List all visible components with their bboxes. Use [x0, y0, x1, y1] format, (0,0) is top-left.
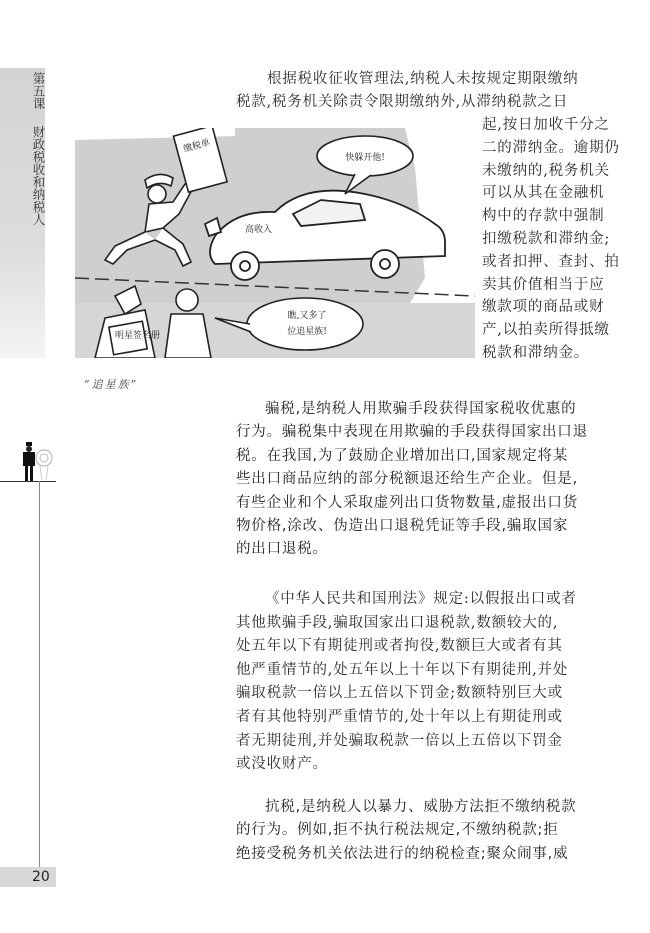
paragraph-line: 税款,税务机关除责令限期缴纳外,从滞纳税款之日 — [236, 93, 569, 110]
paragraph-tax-resistance — [236, 796, 608, 866]
paragraph-late-payment-wrap — [482, 114, 620, 365]
paragraph-line: 起,按日加收千分之 — [482, 117, 610, 133]
paragraph-line: 骗取税款一倍以上五倍以下罚金;数额特别巨大或 — [236, 685, 563, 702]
divider-vertical — [39, 481, 40, 868]
paragraph-line: 根据税收征收管理法,纳税人未按规定期限缴纳 — [267, 71, 579, 87]
paragraph-line: 抗税,是纳税人以暴力、威胁方法拒不缴纳税款 — [265, 799, 577, 815]
paragraph-line: 的行为。例如,拒不执行税法规定,不缴纳税款;拒 — [236, 822, 559, 839]
divider-horizontal — [0, 481, 56, 482]
page-number: 20 — [32, 869, 50, 885]
paragraph-line: 的出口退税。 — [236, 541, 328, 558]
paragraph-line: 其他欺骗手段,骗取国家出口退税款,数额较大的, — [236, 614, 559, 631]
guard-figure-icon — [20, 440, 60, 482]
paragraph-line: 者有其他特别严重情节的,处十年以上有期徒刑或 — [236, 708, 563, 725]
paragraph-line: 扣缴税款和滞纳金; — [482, 230, 611, 247]
paragraph-line: 二的滞纳金。逾期仍 — [482, 139, 620, 156]
paragraph-line: 处五年以下有期徒刑或者拘役,数额巨大或者有其 — [236, 638, 563, 655]
chapter-side-title — [30, 72, 46, 226]
paragraph-line: 或者扣押、查封、拍 — [482, 253, 620, 270]
chapter-title: 财政税收和纳税人 — [31, 125, 46, 226]
paragraph-line: 卖其价值相当于应 — [482, 276, 605, 293]
paragraph-line: 骗税,是纳税人用欺骗手段获得国家税收优惠的 — [265, 401, 577, 417]
paragraph-line: 税款和滞纳金。 — [482, 344, 590, 361]
paragraph-line: 或没收财产。 — [236, 756, 328, 773]
driver-speech-text: 快躲开他! — [345, 153, 385, 163]
paragraph-line: 《中华人民共和国刑法》规定:以假报出口或者 — [265, 591, 577, 607]
paragraph-line: 物价格,涂改、伪造出口退税凭证等手段,骗取国家 — [236, 518, 569, 535]
paragraph-tax-fraud — [236, 398, 608, 562]
paragraph-line: 行为。骗税集中表现在用欺骗的手段获得国家出口退 — [236, 424, 588, 441]
car-label: 高收入 — [245, 225, 273, 235]
paragraph-line: 缴款项的商品或财 — [482, 299, 605, 316]
paragraph-line: 者无期徒刑,并处骗取税款一倍以上五倍以下罚金 — [236, 732, 563, 749]
cartoon-illustration — [75, 128, 475, 358]
autograph-book-text: 明星签名册 — [115, 331, 161, 341]
paragraph-line: 他严重情节的,处五年以上十年以下有期徒刑,并处 — [236, 661, 569, 678]
paragraph-line: 未缴纳的,税务机关 — [482, 162, 610, 179]
chapter-number: 第五课 — [31, 72, 46, 110]
paragraph-line: 产,以拍卖所得抵缴 — [482, 322, 610, 339]
paragraph-line: 税。在我国,为了鼓励企业增加出口,国家规定将某 — [236, 447, 569, 464]
paragraph-line: 些出口商品应纳的部分税额退还给生产企业。但是, — [236, 471, 579, 488]
paragraph-line: 可以从其在金融机 — [482, 185, 605, 202]
bystander-speech-line2: 位追星族! — [287, 327, 327, 337]
paragraph-line: 有些企业和个人采取虚列出口货物数量,虚报出口货 — [236, 494, 579, 511]
paragraph-late-payment — [236, 68, 606, 113]
cartoon-caption: “追星族” — [84, 378, 139, 391]
paragraph-line: 绝接受税务机关依法进行的纳税检查;聚众闹事,威 — [236, 845, 569, 862]
paragraph-criminal-law — [236, 588, 608, 777]
bystander-speech-line1: 瞧,又多了 — [287, 311, 327, 321]
tax-bill-text: 缴税单 — [182, 138, 212, 155]
paragraph-line: 构中的存款中强制 — [482, 208, 605, 225]
